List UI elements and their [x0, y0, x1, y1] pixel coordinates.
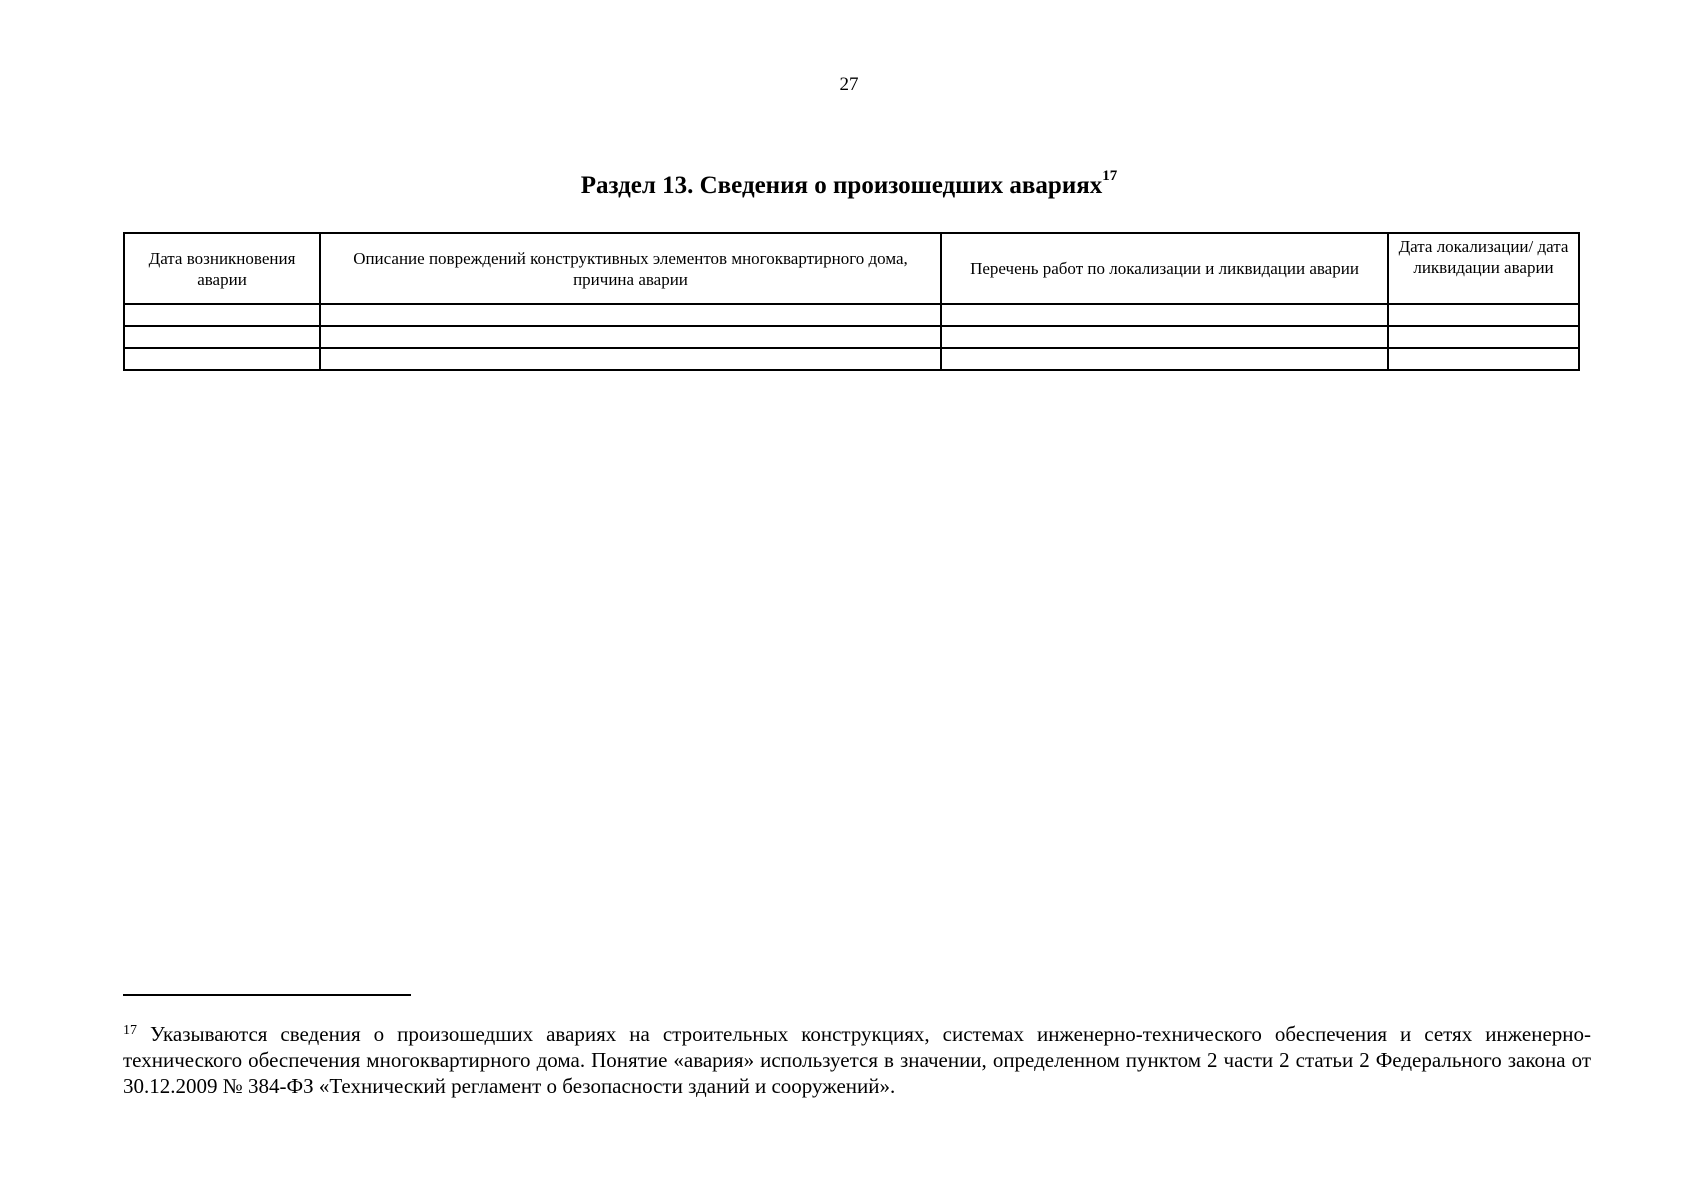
table-cell: [320, 304, 941, 326]
header-works-list: Перечень работ по локализации и ликвидации аварии: [941, 233, 1388, 304]
table-row: [124, 304, 1579, 326]
header-localization-date: Дата локализации/ дата ликвидации аварии: [1388, 233, 1579, 304]
footnote-reference: 17: [1102, 168, 1118, 184]
page-number: 27: [839, 74, 859, 95]
footnote-marker: 17: [123, 1023, 137, 1038]
table-cell: [1388, 304, 1579, 326]
table-row: [124, 326, 1579, 348]
table-cell: [320, 326, 941, 348]
section-title: [0, 168, 1698, 200]
table-row: [124, 348, 1579, 370]
footnote: [123, 1021, 1591, 1099]
table-cell: [124, 348, 320, 370]
table-cell: [941, 326, 1388, 348]
table-cell: [941, 348, 1388, 370]
accidents-table: [123, 232, 1580, 371]
section-title-text: Раздел 13. Сведения о произошедших авариях: [580, 172, 1103, 199]
table-cell: [320, 348, 941, 370]
table-cell: [124, 304, 320, 326]
table-cell: [1388, 326, 1579, 348]
table-header-row: [124, 233, 1579, 304]
table-cell: [124, 326, 320, 348]
footnote-separator: [123, 994, 411, 996]
table-cell: [941, 304, 1388, 326]
footnote-text: Указываются сведения о произошедших авариях на строительных конструкциях, системах инженерно-технического обеспечения и сетях инженерно-технического обеспечения многоквартирного дома. Понятие «авария» используется в значении, определенном пунктом 2 части 2 статьи 2 Федерального закона от 30.12.2009 № 384-ФЗ «Технический регламент о безопасности зданий и сооружений».: [123, 1022, 1592, 1098]
header-accident-date: Дата возникновения аварии: [124, 233, 320, 304]
table-cell: [1388, 348, 1579, 370]
header-damage-description: Описание повреждений конструктивных элементов многоквартирного дома, причина аварии: [320, 233, 941, 304]
